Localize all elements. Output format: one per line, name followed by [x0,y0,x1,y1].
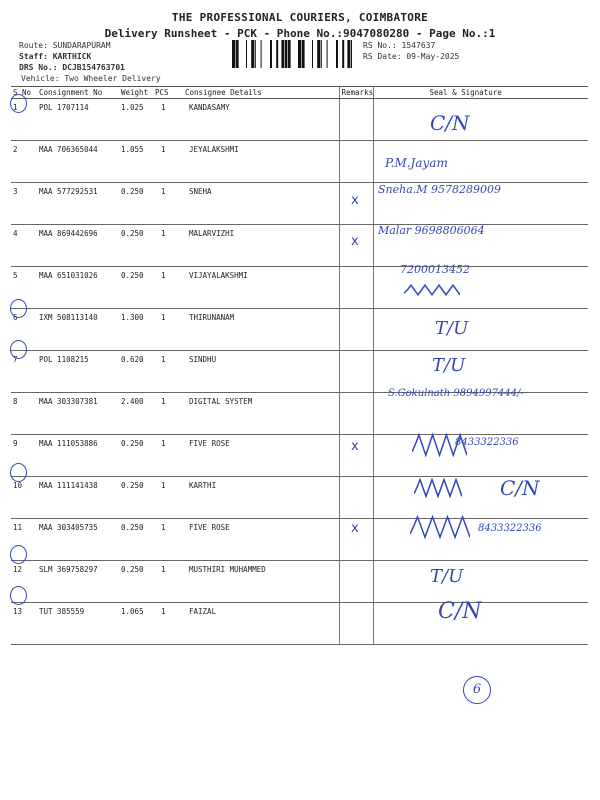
cell-remarks [339,477,373,519]
cell-signature [373,561,588,603]
cell-pcs: 1 [153,225,183,267]
cell-consignee: SINDHU [183,351,339,393]
cell-pcs: 1 [153,309,183,351]
barcode-image [232,40,352,68]
cell-consignment: IXM 508113140 [37,309,119,351]
remark-mark: x [351,193,359,208]
barcode-bar [251,40,254,68]
col-consignment: Consignment No [37,87,119,99]
cell-weight: 0.250 [119,225,153,267]
col-consignee: Consignee Details [183,87,339,99]
cell-consignee: SNEHA [183,183,339,225]
cell-sno: 3 [11,183,37,225]
page-count-mark [463,676,491,704]
signature-text: Sneha.M 9578289009 [378,183,502,196]
cell-signature [373,309,588,351]
table-row [11,309,588,351]
rs-no-line [363,41,435,50]
col-weight: Weight [119,87,153,99]
cell-pcs: 1 [153,183,183,225]
cell-consignee: MALARVIZHI [183,225,339,267]
signature-text: T/U [432,355,466,376]
sno-circle-mark [10,545,27,564]
cell-consignment: POL 1707114 [37,99,119,141]
cell-remarks [339,393,373,435]
cell-weight: 1.065 [119,603,153,645]
cell-remarks [339,561,373,603]
cell-pcs: 1 [153,393,183,435]
handwritten-signature-scribble [410,510,470,544]
cell-sno: 13 [11,603,37,645]
cell-weight: 1.300 [119,309,153,351]
staff-value: KARTHICK [52,52,92,61]
cell-sno: 9 [11,435,37,477]
cell-consignee: FIVE ROSE [183,519,339,561]
handwritten-signature-scribble [404,282,460,298]
cell-consignment: TUT 385559 [37,603,119,645]
cell-remarks [339,99,373,141]
runsheet-table [11,86,588,645]
sno-circle-mark [10,586,27,605]
cell-pcs: 1 [153,141,183,183]
barcode-bar [317,40,320,68]
cell-consignee: VIJAYALAKSHMI [183,267,339,309]
cell-signature [373,477,588,519]
cell-pcs: 1 [153,99,183,141]
table-row [11,183,588,225]
cell-consignee: FIVE ROSE [183,435,339,477]
signature-text: C/N [500,476,540,500]
barcode-bar [236,40,239,68]
vehicle-line: Vehicle: Two Wheeler Delivery [21,74,161,83]
cell-weight: 2.400 [119,393,153,435]
cell-consignment: MAA 111141438 [37,477,119,519]
cell-weight: 0.250 [119,519,153,561]
barcode-bar [312,40,313,68]
cell-pcs: 1 [153,477,183,519]
barcode-bar [281,40,284,68]
cell-sno: 12 [11,561,37,603]
cell-signature [373,351,588,393]
rs-no-value: 1547637 [401,41,436,50]
barcode-bar [342,40,344,68]
barcode-bar [347,40,350,68]
cell-consignment: SLM 369758297 [37,561,119,603]
cell-consignment: MAA 303307381 [37,393,119,435]
barcode-bar [351,40,352,68]
company-title: THE PROFESSIONAL COURIERS, COIMBATORE [171,11,429,24]
cell-consignment: MAA 869442696 [37,225,119,267]
page-count-mark-text: 6 [472,682,482,697]
cell-consignment: MAA 577292531 [37,183,119,225]
sno-circle-mark [10,94,27,113]
cell-consignee: THIRUNANAM [183,309,339,351]
cell-weight: 0.250 [119,267,153,309]
cell-remarks [339,141,373,183]
barcode-bar [261,40,262,68]
rs-no-label: RS No.: [363,41,397,50]
signature-text: T/U [430,566,464,587]
cell-sno: 2 [11,141,37,183]
cell-remarks [339,351,373,393]
table-row [11,141,588,183]
cell-consignment: POL 1108215 [37,351,119,393]
cell-sno: 8 [11,393,37,435]
route-line [19,41,111,50]
barcode-bar [336,40,338,68]
remark-mark: x [351,521,359,536]
sno-circle-mark [10,340,27,359]
sno-circle-mark [10,463,27,482]
signature-text: S.Gokulnath 9894997444/- [388,388,524,399]
runsheet-title: Delivery Runsheet - PCK - Phone No.:9047080280 - Page No.:1 [104,27,496,40]
signature-text: 8433322336 [455,437,519,448]
signature-text: Malar 9698806064 [378,224,485,237]
drs-value: DCJB154763701 [62,63,125,72]
cell-consignee: JEYALAKSHMI [183,141,339,183]
handwritten-signature-scribble [414,474,462,502]
table-row [11,561,588,603]
staff-label: Staff: [19,52,48,61]
barcode-bar [327,40,328,68]
barcode-bar [270,40,272,68]
handwritten-signature-scribble [412,428,467,462]
barcode-bar [276,40,278,68]
col-seal: Seal & Signature [373,87,588,99]
cell-consignment: MAA 706365044 [37,141,119,183]
sno-circle-mark [10,299,27,318]
drs-line [19,63,125,72]
signature-text: P.M.Jayam [385,156,448,170]
table-row [11,351,588,393]
drs-label: DRS No.: [19,63,58,72]
remark-mark: x [351,439,359,454]
cell-remarks [339,309,373,351]
table-row [11,99,588,141]
cell-consignment: MAA 651031026 [37,267,119,309]
col-pcs: PCS [153,87,183,99]
col-remarks: Remarks [339,87,373,99]
cell-consignee: DIGITAL SYSTEM [183,393,339,435]
rs-date-value: 09-May-2025 [406,52,460,61]
cell-pcs: 1 [153,561,183,603]
cell-weight: 0.250 [119,561,153,603]
table-row [11,225,588,267]
cell-remarks [339,603,373,645]
signature-text: 8433322336 [478,523,542,534]
signature-text: C/N [438,599,482,624]
rs-date-line [363,52,459,61]
cell-remarks [339,267,373,309]
cell-weight: 1.025 [119,99,153,141]
barcode-bar [285,40,287,68]
cell-sno: 10 [11,477,37,519]
cell-pcs: 1 [153,267,183,309]
signature-text: T/U [435,318,469,339]
cell-pcs: 1 [153,603,183,645]
barcode-bar [232,40,235,68]
rs-date-label: RS Date: [363,52,402,61]
table-header-row [11,87,588,99]
signature-text: C/N [430,111,470,135]
staff-line [19,52,91,61]
cell-sno: 6 [11,309,37,351]
signature-text: 7200013452 [400,263,470,276]
cell-consignee: MUSTHIRI MUHAMMED [183,561,339,603]
barcode-bar [302,40,305,68]
barcode-bar [246,40,247,68]
cell-signature [373,99,588,141]
table-row [11,603,588,645]
cell-weight: 0.250 [119,435,153,477]
remark-mark: x [351,234,359,249]
cell-pcs: 1 [153,519,183,561]
cell-pcs: 1 [153,351,183,393]
route-label: Route: [19,41,48,50]
cell-weight: 0.620 [119,351,153,393]
cell-consignment: MAA 303405735 [37,519,119,561]
table-row [11,267,588,309]
col-sno: S No [11,87,37,99]
cell-sno: 5 [11,267,37,309]
cell-weight: 1.055 [119,141,153,183]
cell-sno: 4 [11,225,37,267]
cell-sno: 11 [11,519,37,561]
cell-consignment: MAA 111053886 [37,435,119,477]
barcode-bar [298,40,301,68]
cell-weight: 0.250 [119,183,153,225]
cell-pcs: 1 [153,435,183,477]
barcode-bar [288,40,291,68]
barcode-bar [255,40,256,68]
barcode-bar [321,40,322,68]
cell-sno: 7 [11,351,37,393]
cell-sno: 1 [11,99,37,141]
cell-consignee: KANDASAMY [183,99,339,141]
route-value: SUNDARAPURAM [52,41,111,50]
cell-weight: 0.250 [119,477,153,519]
cell-consignee: FAIZAL [183,603,339,645]
cell-consignee: KARTHI [183,477,339,519]
